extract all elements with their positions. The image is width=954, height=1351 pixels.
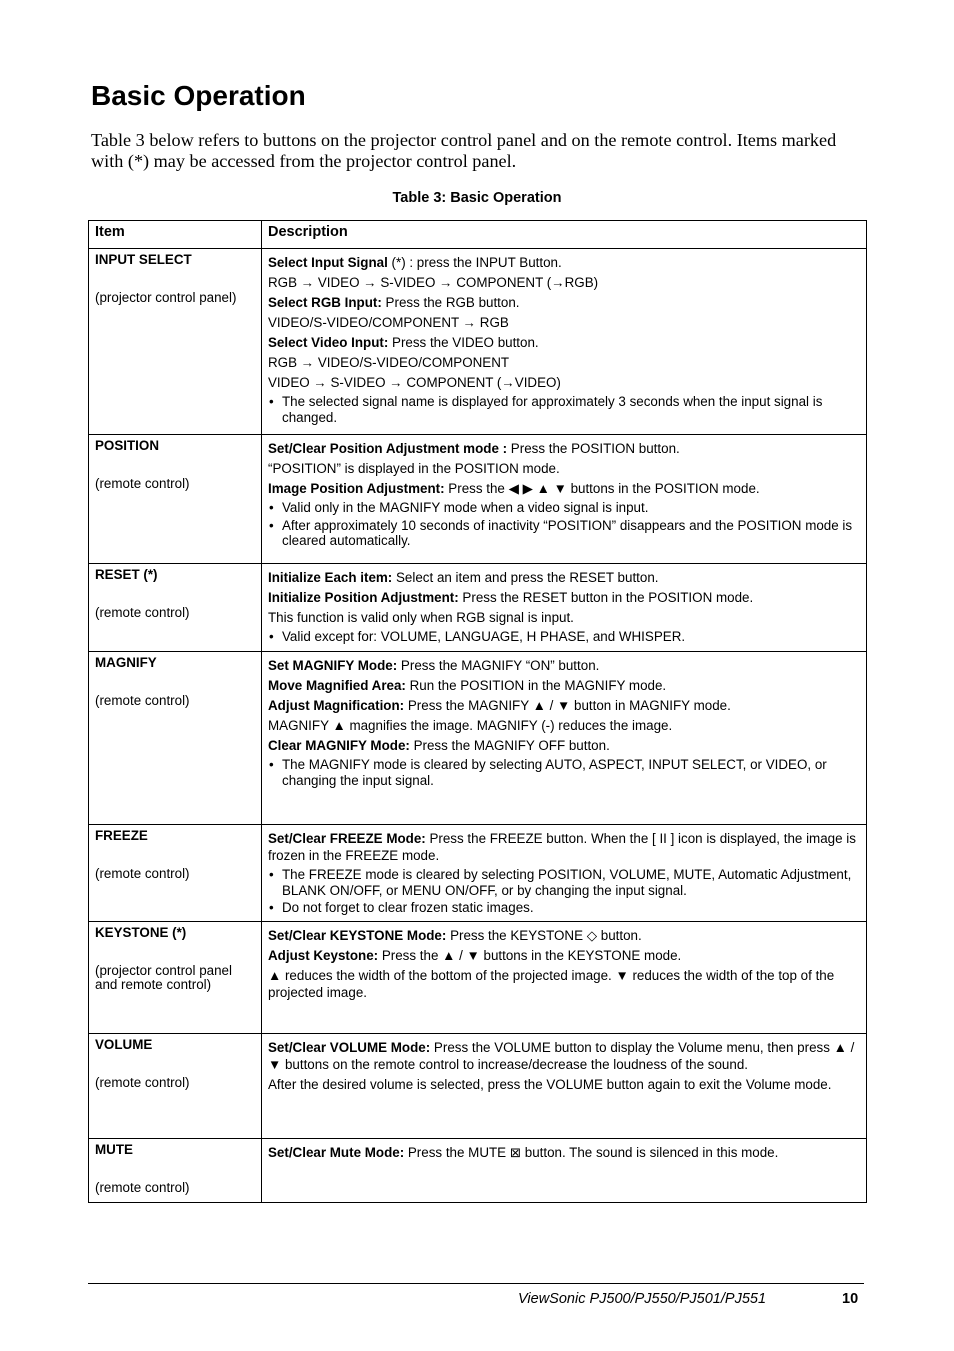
description-text: Press the MUTE ⊠ button. The sound is silenced in this mode. — [404, 1144, 779, 1160]
item-source: (remote control) — [95, 605, 190, 620]
note-list — [268, 867, 860, 916]
description-line — [268, 589, 860, 606]
description-line — [268, 657, 860, 674]
description-cell-content — [262, 1034, 866, 1099]
description-text: Press the VIDEO button. — [388, 335, 539, 350]
description-cell-content — [262, 564, 866, 650]
description-text: Press the POSITION button. — [507, 441, 680, 456]
basic-operation-table — [88, 220, 867, 1203]
item-source: (remote control) — [95, 693, 190, 708]
table-row — [89, 1138, 867, 1202]
note-item: • The FREEZE mode is cleared by selecting POSITION, VOLUME, MUTE, Automatic Adjustment, BLANK ON/OFF, or MENU ON/OFF, or by changing the input signal. — [268, 867, 860, 898]
description-cell-content — [262, 652, 866, 793]
item-source: (remote control) — [95, 1179, 190, 1195]
description-line — [268, 737, 860, 754]
note-list — [268, 757, 860, 788]
description-text: Press the MAGNIFY OFF button. — [409, 738, 610, 753]
note-item: • After approximately 10 seconds of inactivity “POSITION” disappears and the POSITION mode is cleared automatically. — [268, 518, 860, 549]
note-list — [268, 500, 860, 549]
item-cell — [89, 1138, 262, 1202]
description-cell — [262, 921, 867, 1033]
table-row — [89, 921, 867, 1033]
description-text: Press the KEYSTONE ◇ button. — [446, 927, 642, 943]
table-caption: Table 3: Basic Operation — [392, 190, 562, 206]
description-line — [268, 717, 860, 734]
description-text: MAGNIFY ▲ magnifies the image. MAGNIFY (-) reduces the image. — [268, 718, 673, 733]
description-line — [268, 294, 860, 311]
item-cell — [89, 825, 262, 922]
table-row — [89, 652, 867, 825]
description-line — [268, 927, 860, 944]
note-item: • Do not forget to clear frozen static images. — [268, 900, 860, 916]
description-text: ▲ reduces the width of the bottom of the projected image. ▼ reduces the width of the top of the projected image. — [268, 967, 835, 1000]
description-line — [268, 677, 860, 694]
item-cell — [89, 435, 262, 564]
description-cell-content — [262, 435, 866, 554]
item-cell-content — [89, 435, 261, 494]
description-cell — [262, 249, 867, 435]
item-cell-content — [89, 922, 261, 995]
item-cell — [89, 564, 262, 652]
description-text: Press the RESET button in the POSITION mode. — [458, 590, 754, 605]
table-row — [89, 825, 867, 922]
description-text: After the desired volume is selected, press the VOLUME button again to exit the Volume mode. — [268, 1076, 832, 1092]
item-source: (projector control panel and remote control) — [95, 962, 232, 992]
description-term: Initialize Position Adjustment: — [268, 590, 459, 605]
description-line — [268, 354, 860, 371]
description-cell-content — [262, 249, 866, 430]
description-cell — [262, 1138, 867, 1202]
footer-page-number: 10 — [842, 1291, 859, 1307]
item-source: (remote control) — [95, 1074, 190, 1090]
description-text: Press the RGB button. — [381, 295, 520, 310]
description-term: Select Input Signal — [268, 255, 388, 270]
note-item: • Valid except for: VOLUME, LANGUAGE, H PHASE, and WHISPER. — [268, 629, 860, 645]
description-line — [268, 460, 860, 477]
description-line — [268, 569, 860, 586]
item-name: INPUT SELECT — [95, 252, 192, 267]
item-name: VOLUME — [95, 1036, 153, 1052]
description-text: Press the MAGNIFY ▲ / ▼ button in MAGNIFY mode. — [404, 698, 731, 713]
item-cell-content — [89, 652, 261, 711]
item-cell — [89, 1033, 262, 1138]
description-text: Run the POSITION in the MAGNIFY mode. — [405, 678, 667, 693]
description-term: Adjust Keystone: — [268, 947, 379, 963]
description-line — [268, 274, 860, 291]
item-name: POSITION — [95, 438, 159, 453]
item-cell-content — [89, 1139, 261, 1198]
description-line — [268, 334, 860, 351]
note-item: • The MAGNIFY mode is cleared by selecting AUTO, ASPECT, INPUT SELECT, or VIDEO, or changing the input signal. — [268, 757, 860, 788]
description-term: Set/Clear Position Adjustment mode : — [268, 441, 508, 456]
footer-divider — [88, 1283, 864, 1284]
description-text: Press the MAGNIFY “ON” button. — [397, 658, 600, 673]
description-text: (*) : press the INPUT Button. — [387, 255, 562, 270]
description-text: VIDEO/S-VIDEO/COMPONENT → RGB — [268, 315, 509, 330]
note-item: • Valid only in the MAGNIFY mode when a video signal is input. — [268, 500, 860, 516]
item-name: FREEZE — [95, 828, 148, 843]
item-cell-content — [89, 1034, 261, 1093]
item-cell — [89, 249, 262, 435]
description-text: “POSITION” is displayed in the POSITION mode. — [268, 461, 560, 476]
intro-paragraph: Table 3 below refers to buttons on the projector control panel and on the remote control. Items marked with (*) may be accessed from the projector control panel. — [91, 130, 837, 171]
description-term: Select Video Input: — [268, 335, 389, 350]
description-cell — [262, 652, 867, 825]
table-row — [89, 249, 867, 435]
note-list — [268, 394, 860, 425]
item-name: RESET (*) — [95, 567, 158, 582]
note-list — [268, 629, 860, 645]
description-text: Press the VOLUME button to display the Volume menu, then press ▲ / ▼ buttons on the remote control to increase/decrease the loudness of the sound. — [268, 1039, 855, 1072]
description-line — [268, 697, 860, 714]
table-header-row — [89, 221, 867, 249]
description-line — [268, 1039, 860, 1073]
description-term: Set/Clear FREEZE Mode: — [268, 831, 426, 846]
description-cell — [262, 1033, 867, 1138]
description-text: Press the FREEZE button. When the [ II ] icon is displayed, the image is frozen in the FREEZE mode. — [268, 831, 856, 863]
item-source: (remote control) — [95, 476, 190, 491]
description-term: Set/Clear KEYSTONE Mode: — [268, 927, 447, 943]
item-cell-content — [89, 825, 261, 884]
page-title: Basic Operation — [91, 80, 306, 111]
description-term: Move Magnified Area: — [268, 678, 406, 693]
description-text: VIDEO → S-VIDEO → COMPONENT (→VIDEO) — [268, 375, 561, 390]
header-item — [89, 221, 262, 249]
description-cell — [262, 435, 867, 564]
description-text: RGB → VIDEO/S-VIDEO/COMPONENT — [268, 355, 510, 370]
description-term: Adjust Magnification: — [268, 698, 405, 713]
item-name: KEYSTONE (*) — [95, 924, 187, 940]
item-source: (projector control panel) — [95, 290, 237, 305]
table-row — [89, 435, 867, 564]
header-description-label: Description — [268, 224, 348, 240]
description-line — [268, 967, 860, 1001]
item-cell — [89, 652, 262, 825]
header-description — [262, 221, 867, 249]
description-line — [268, 830, 860, 864]
description-line — [268, 440, 860, 457]
description-text: This function is valid only when RGB signal is input. — [268, 610, 574, 625]
description-text: RGB → VIDEO → S-VIDEO → COMPONENT (→RGB) — [268, 275, 599, 290]
description-cell-content — [262, 922, 866, 1007]
description-term: Set MAGNIFY Mode: — [268, 658, 398, 673]
footer-product: ViewSonic PJ500/PJ550/PJ501/PJ551 — [518, 1291, 767, 1307]
table-row — [89, 1033, 867, 1138]
description-line — [268, 947, 860, 964]
description-line — [268, 609, 860, 626]
description-term: Select RGB Input: — [268, 295, 382, 310]
description-text: Select an item and press the RESET button. — [392, 570, 659, 585]
description-term: Clear MAGNIFY Mode: — [268, 738, 410, 753]
item-source: (remote control) — [95, 866, 190, 881]
note-item: • The selected signal name is displayed for approximately 3 seconds when the input signal is changed. — [268, 394, 860, 425]
item-cell-content — [89, 249, 261, 308]
description-line — [268, 314, 860, 331]
header-item-label: Item — [95, 224, 125, 240]
description-text: Press the ◀ ▶ ▲ ▼ buttons in the POSITION mode. — [444, 481, 760, 496]
description-term: Set/Clear Mute Mode: — [268, 1144, 405, 1160]
description-line — [268, 1076, 860, 1093]
item-name: MUTE — [95, 1141, 133, 1157]
description-cell — [262, 825, 867, 922]
description-text: Press the ▲ / ▼ buttons in the KEYSTONE mode. — [378, 947, 682, 963]
description-cell-content — [262, 825, 866, 921]
table-body — [89, 249, 867, 1203]
description-cell-content — [262, 1139, 866, 1167]
description-cell — [262, 564, 867, 652]
description-line — [268, 254, 860, 271]
description-line — [268, 374, 860, 391]
table-row — [89, 564, 867, 652]
description-line — [268, 480, 860, 497]
description-term: Set/Clear VOLUME Mode: — [268, 1039, 431, 1055]
item-cell — [89, 921, 262, 1033]
item-cell-content — [89, 564, 261, 623]
description-term: Initialize Each item: — [268, 570, 393, 585]
description-term: Image Position Adjustment: — [268, 481, 445, 496]
description-line — [268, 1144, 860, 1161]
item-name: MAGNIFY — [95, 655, 157, 670]
